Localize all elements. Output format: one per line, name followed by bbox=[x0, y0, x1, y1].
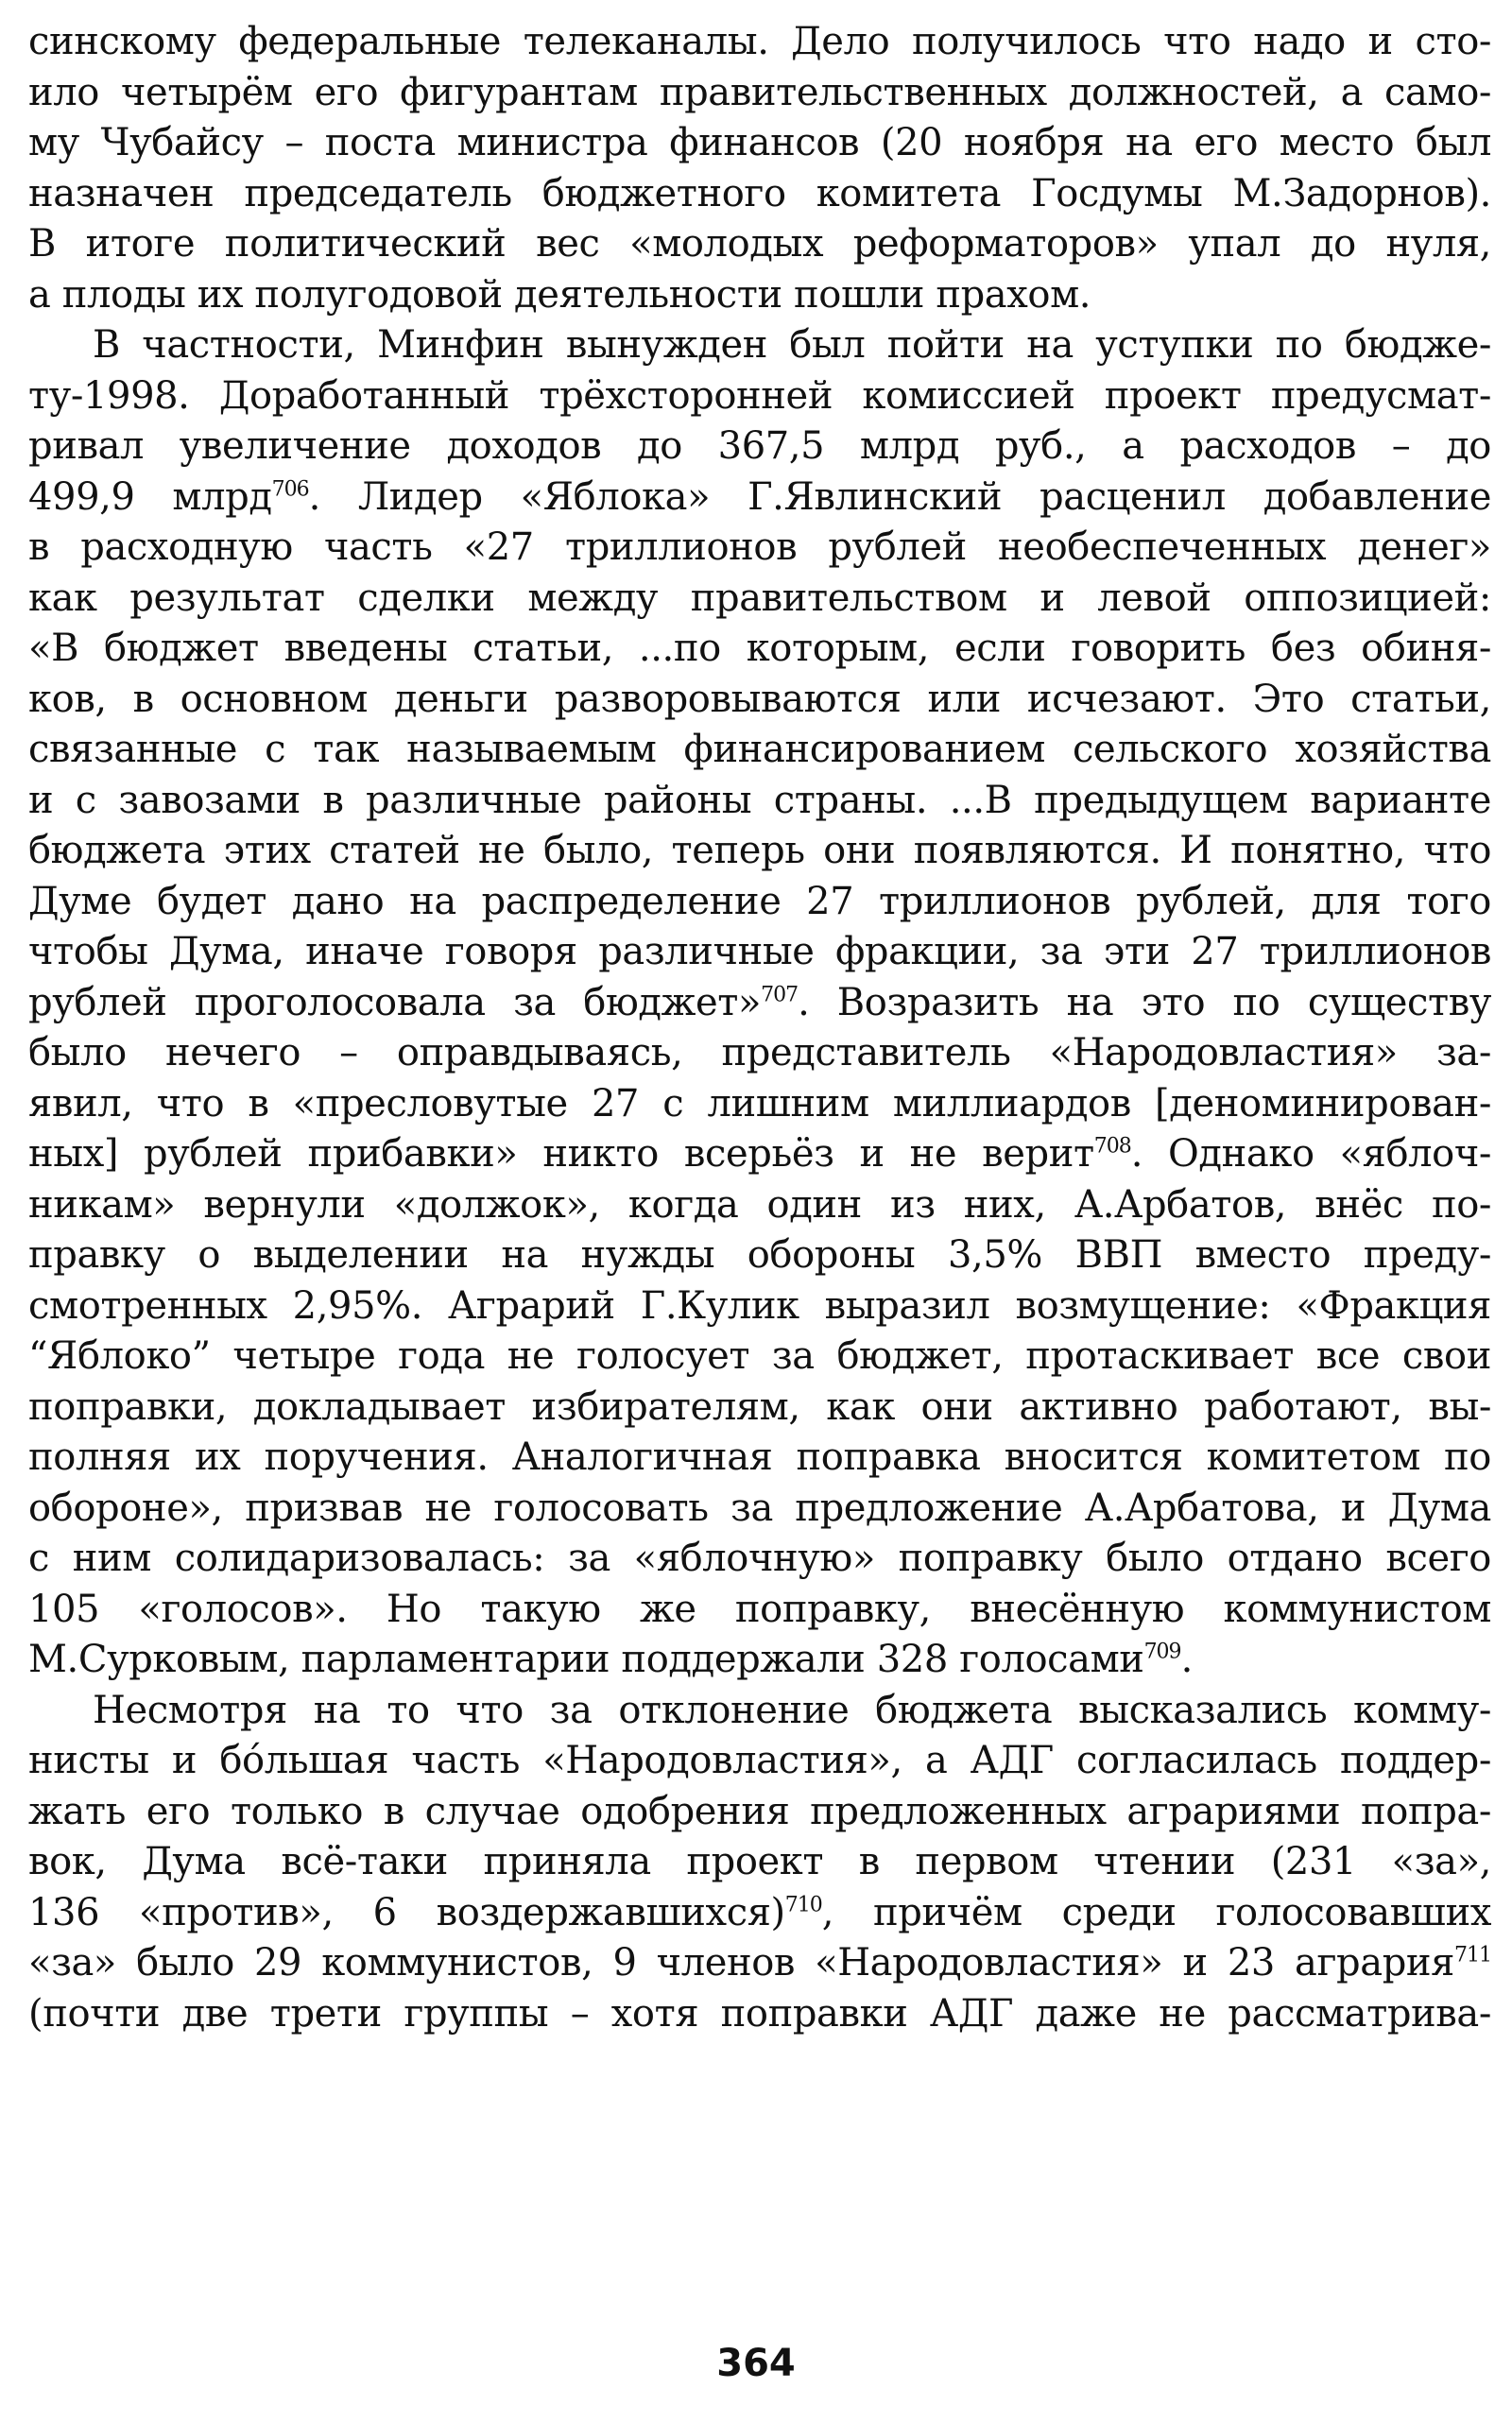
line-text: вок, Дума всё-таки приняла проект в первом чтении (231 «за», bbox=[28, 1840, 1491, 1883]
line-text: му Чубайсу – поста министра финансов (20 ноября на его место был bbox=[28, 121, 1491, 164]
text-line bbox=[28, 421, 1491, 473]
text-line bbox=[28, 473, 1491, 524]
line-text: ных] рублей прибавки» никто всерьёз и не верит bbox=[28, 1132, 1094, 1176]
line-text-continued: . Однако «яблоч- bbox=[1130, 1132, 1492, 1176]
footnote-reference: 706 bbox=[271, 477, 309, 502]
line-text: смотренных 2,95%. Аграрий Г.Кулик выразил возмущение: «Фракция bbox=[28, 1283, 1491, 1328]
text-line bbox=[28, 169, 1491, 220]
text-line bbox=[28, 1686, 1491, 1737]
line-text: В частности, Минфин вынужден был пойти на уступки по бюдже- bbox=[93, 323, 1491, 367]
line-text: Думе будет дано на распределение 27 триллионов рублей, для того bbox=[28, 879, 1491, 923]
line-text: Несмотря на то что за отклонение бюджета высказались комму- bbox=[93, 1688, 1491, 1732]
line-text: 499,9 млрд bbox=[28, 474, 272, 519]
text-line bbox=[28, 1484, 1491, 1535]
text-line bbox=[28, 1383, 1491, 1434]
text-line bbox=[28, 675, 1491, 726]
line-text: назначен председатель бюджетного комитета Госдумы М.Задорнов). bbox=[28, 171, 1491, 215]
line-text: никам» вернули «должок», когда один из них, А.Арбатов, внёс по- bbox=[28, 1182, 1491, 1227]
text-line bbox=[28, 1230, 1491, 1281]
text-line bbox=[28, 1888, 1491, 1939]
text-line bbox=[28, 270, 1491, 321]
text-line bbox=[28, 1332, 1491, 1383]
line-text: «за» было 29 коммунистов, 9 членов «Народовластия» и 23 агрария bbox=[28, 1941, 1454, 1985]
page-number: 364 bbox=[716, 2342, 796, 2385]
line-text-continued: . bbox=[1180, 1638, 1193, 1681]
line-text-continued: . Возразить на это по существу bbox=[798, 980, 1491, 1024]
line-text: и с завозами в различные районы страны. ...В предыдущем варианте bbox=[28, 778, 1491, 822]
text-line bbox=[28, 725, 1491, 776]
text-line bbox=[28, 1028, 1491, 1079]
line-text: как результат сделки между правительством и левой оппозицией: bbox=[28, 576, 1491, 620]
text-line bbox=[28, 826, 1491, 877]
text-line bbox=[28, 927, 1491, 978]
line-text: правку о выделении на нужды обороны 3,5% ВВП вместо преду- bbox=[28, 1233, 1491, 1277]
text-line bbox=[28, 776, 1491, 827]
line-text: явил, что в «пресловутые 27 с лишним миллиардов [деноминирован- bbox=[28, 1081, 1491, 1126]
line-text: ривал увеличение доходов до 367,5 млрд руб., а расходов – до bbox=[28, 424, 1491, 468]
line-text: (почти две трети группы – хотя поправки АДГ даже не рассматрива- bbox=[28, 1991, 1491, 2036]
text-line bbox=[28, 219, 1491, 270]
footnote-reference: 710 bbox=[784, 1893, 822, 1917]
text-line bbox=[28, 371, 1491, 422]
line-text: с ним солидаризовалась: за «яблочную» поправку было отдано всего bbox=[28, 1537, 1491, 1580]
text-line bbox=[28, 1129, 1491, 1180]
line-text: “Яблоко” четыре года не голосует за бюджет, протаскивает все свои bbox=[28, 1334, 1491, 1378]
text-line bbox=[28, 1736, 1491, 1787]
line-text: рублей проголосовала за бюджет» bbox=[28, 980, 762, 1024]
line-text-continued: , причём среди голосовавших bbox=[821, 1890, 1491, 1934]
text-line bbox=[28, 68, 1491, 119]
line-text: М.Сурковым, парламентарии поддержали 328 голосами bbox=[28, 1638, 1144, 1681]
text-line bbox=[28, 118, 1491, 169]
line-text: ту-1998. Доработанный трёхсторонней комиссией проект предусмат- bbox=[28, 373, 1491, 418]
footnote-reference: 709 bbox=[1143, 1640, 1181, 1664]
line-text: в расходную часть «27 триллионов рублей необеспеченных денег» bbox=[28, 525, 1491, 569]
line-text: было нечего – оправдываясь, представитель «Народовластия» за- bbox=[28, 1031, 1491, 1074]
line-text: В итоге политический вес «молодых реформаторов» упал до нуля, bbox=[28, 222, 1491, 266]
line-text: жать его только в случае одобрения предложенных аграриями попра- bbox=[28, 1789, 1491, 1833]
line-text: «В бюджет введены статьи, ...по которым, если говорить без обиня- bbox=[28, 627, 1491, 670]
text-line bbox=[28, 1585, 1491, 1636]
text-line bbox=[28, 320, 1491, 371]
line-text: бюджета этих статей не было, теперь они появляются. И понятно, что bbox=[28, 829, 1491, 872]
text-line bbox=[28, 1989, 1491, 2040]
footnote-reference: 707 bbox=[761, 983, 799, 1007]
text-line bbox=[28, 17, 1491, 68]
line-text: поправки, докладывает избирателям, как они активно работают, вы- bbox=[28, 1384, 1491, 1429]
line-text: чтобы Дума, иначе говоря различные фракции, за эти 27 триллионов bbox=[28, 930, 1491, 973]
line-text: 105 «голосов». Но такую же поправку, внесённую коммунистом bbox=[28, 1587, 1491, 1631]
text-line bbox=[28, 978, 1491, 1029]
text-line bbox=[28, 877, 1491, 928]
footnote-reference: 711 bbox=[1454, 1943, 1491, 1968]
line-text: нисты и бóльшая часть «Народовластия», а АДГ согласилась поддер- bbox=[28, 1739, 1491, 1782]
line-text: связанные с так называемым финансированием сельского хозяйства bbox=[28, 728, 1491, 771]
text-line bbox=[28, 1281, 1491, 1332]
text-line bbox=[28, 523, 1491, 574]
line-text: 136 «против», 6 воздержавшихся) bbox=[28, 1890, 785, 1934]
text-line bbox=[28, 574, 1491, 625]
text-line bbox=[28, 1837, 1491, 1888]
text-line bbox=[28, 1079, 1491, 1130]
line-text: полняя их поручения. Аналогичная поправка вносится комитетом по bbox=[28, 1435, 1491, 1479]
text-line bbox=[28, 1787, 1491, 1838]
line-text: синскому федеральные телеканалы. Дело получилось что надо и сто- bbox=[28, 20, 1491, 63]
line-text-continued: . Лидер «Яблока» Г.Явлинский расценил добавление bbox=[308, 474, 1491, 519]
footnote-reference: 708 bbox=[1093, 1134, 1131, 1159]
text-line bbox=[28, 1938, 1491, 1989]
text-line bbox=[28, 1180, 1491, 1231]
line-text: обороне», призвав не голосовать за предложение А.Арбатова, и Дума bbox=[28, 1486, 1491, 1530]
page-body bbox=[28, 17, 1491, 2039]
line-text: а плоды их полугодовой деятельности пошли прахом. bbox=[28, 272, 1091, 317]
line-text: ило четырём его фигурантам правительственных должностей, а само- bbox=[28, 70, 1491, 114]
text-line bbox=[28, 1433, 1491, 1484]
text-line bbox=[28, 1534, 1491, 1585]
text-line bbox=[28, 1635, 1491, 1686]
text-line bbox=[28, 624, 1491, 675]
line-text: ков, в основном деньги разворовываются или исчезают. Это статьи, bbox=[28, 677, 1491, 721]
